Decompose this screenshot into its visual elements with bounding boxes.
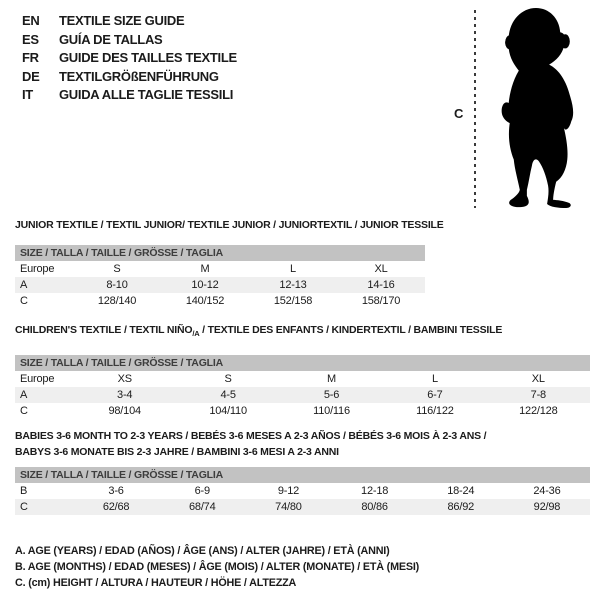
table-row [15, 371, 590, 387]
table-row [15, 261, 425, 277]
height-cell: 74/80 [275, 501, 302, 513]
language-code: DE [22, 68, 40, 84]
age-cell: 12-13 [279, 278, 307, 291]
age-cell: 8-10 [106, 278, 128, 291]
babies-section-title-line1: BABIES 3-6 MONTH TO 2-3 YEARS / BEBÉS 3-6 MESES A 2-3 AÑOS / BÉBÉS 3-6 MOIS À 2-3 ANS / [15, 430, 487, 442]
height-cell: 140/152 [185, 294, 225, 307]
title-text: CHILDREN'S TEXTILE / TEXTIL NIÑO [15, 324, 193, 336]
age-cell: 5-6 [323, 388, 340, 401]
age-cell: 3-4 [117, 388, 133, 401]
height-cell: 122/128 [519, 404, 558, 417]
language-code: IT [22, 87, 33, 102]
row-label: C [20, 294, 28, 307]
age-cell: 18-24 [447, 485, 475, 497]
size-cell: S [113, 262, 121, 275]
age-cell: 14-16 [367, 278, 395, 291]
age-cell: 12-18 [361, 485, 389, 497]
toddler-silhouette-icon [485, 8, 592, 208]
row-label: A [20, 388, 28, 401]
legend-line-b: B. AGE (MONTHS) / EDAD (MESES) / ÂGE (MOIS) / ALTER (MONATE) / ETÀ (MESI) [15, 561, 420, 574]
junior-table [15, 261, 425, 309]
children-size-header-bar: SIZE / TALLA / TAILLE / GRÖSSE / TAGLIA [15, 355, 590, 371]
junior-size-header-bar: SIZE / TALLA / TAILLE / GRÖSSE / TAGLIA [15, 245, 425, 261]
table-row [15, 483, 590, 499]
language-title: GUÍA DE TALLAS [59, 31, 163, 47]
height-cell: 158/170 [361, 294, 401, 307]
size-cell: L [431, 372, 438, 385]
babies-section-title-line2: BABYS 3-6 MONATE BIS 2-3 JAHRE / BAMBINI 3-6 MESI A 2-3 ANNI [15, 445, 339, 458]
age-cell: 6-7 [427, 388, 443, 401]
height-cell: 116/122 [416, 404, 454, 417]
table-row [15, 293, 425, 309]
row-label: B [20, 485, 28, 497]
language-row-en [22, 12, 237, 31]
language-title: TEXTILGRÖßENFÜHRUNG [59, 68, 219, 84]
language-row-it [22, 86, 237, 105]
age-cell: 4-5 [220, 388, 236, 401]
row-label: C [20, 501, 28, 513]
height-cell: 62/68 [102, 501, 130, 513]
table-row [15, 403, 590, 419]
legend-line-c: C. (cm) HEIGHT / ALTURA / HAUTEUR / HÖHE / ALTEZZA [15, 577, 297, 590]
language-row-es [22, 31, 237, 50]
size-cell: M [327, 372, 336, 385]
language-row-fr [22, 49, 237, 68]
size-cell: XL [531, 372, 545, 385]
row-label: A [20, 278, 28, 291]
height-cell: 92/98 [533, 501, 561, 513]
age-cell: 7-8 [530, 388, 546, 401]
language-list [22, 12, 237, 105]
language-title: GUIDA ALLE TAGLIE TESSILI [59, 87, 234, 102]
babies-textile-section [15, 429, 590, 515]
size-cell: XS [117, 372, 132, 385]
height-cell: 86/92 [447, 501, 475, 513]
language-title: GUIDE DES TAILLES TEXTILE [59, 50, 237, 65]
language-code: EN [22, 13, 40, 28]
table-row [15, 277, 425, 293]
age-cell: 9-12 [277, 485, 300, 497]
height-cell: 128/140 [97, 294, 137, 307]
height-cell: 68/74 [188, 501, 216, 513]
babies-table [15, 483, 590, 515]
table-row [15, 499, 590, 515]
table-row [15, 387, 590, 403]
junior-textile-section [15, 218, 444, 309]
height-cell: 104/110 [209, 404, 247, 417]
children-textile-section [15, 323, 590, 419]
age-cell: 3-6 [108, 485, 124, 497]
language-code: ES [22, 31, 39, 47]
children-section-title [15, 323, 590, 342]
age-cell: 10-12 [191, 278, 219, 291]
title-subscript: /A [192, 329, 200, 339]
title-text: / TEXTILE DES ENFANTS / KINDERTEXTIL / BAMBINI TESSILE [199, 324, 503, 336]
legend [15, 543, 419, 592]
age-cell: 24-36 [533, 485, 561, 497]
babies-size-header-bar: SIZE / TALLA / TAILLE / GRÖSSE / TAGLIA [15, 467, 590, 483]
height-cell: 152/158 [273, 294, 313, 307]
row-label: Europe [20, 372, 55, 385]
language-code: FR [22, 50, 39, 65]
height-measure-figure [452, 6, 597, 212]
language-title: TEXTILE SIZE GUIDE [59, 13, 185, 28]
height-cell: 110/116 [313, 404, 350, 417]
row-label: Europe [20, 262, 55, 275]
dotted-measure-line [474, 10, 476, 208]
height-cell: 98/104 [108, 404, 141, 417]
size-cell: S [224, 372, 232, 385]
size-cell: M [200, 262, 210, 275]
height-cell: 80/86 [361, 501, 388, 513]
age-cell: 6-9 [194, 485, 210, 497]
size-cell: XL [374, 262, 388, 275]
language-row-de [22, 68, 237, 87]
children-table [15, 371, 590, 419]
size-cell: L [290, 262, 296, 275]
measure-c-label: C [454, 106, 464, 121]
legend-line-a: A. AGE (YEARS) / EDAD (AÑOS) / ÂGE (ANS) / ALTER (JAHRE) / ETÀ (ANNI) [15, 545, 390, 557]
junior-section-title: JUNIOR TEXTILE / TEXTIL JUNIOR/ TEXTILE JUNIOR / JUNIORTEXTIL / JUNIOR TESSILE [15, 219, 444, 231]
row-label: C [20, 404, 28, 417]
